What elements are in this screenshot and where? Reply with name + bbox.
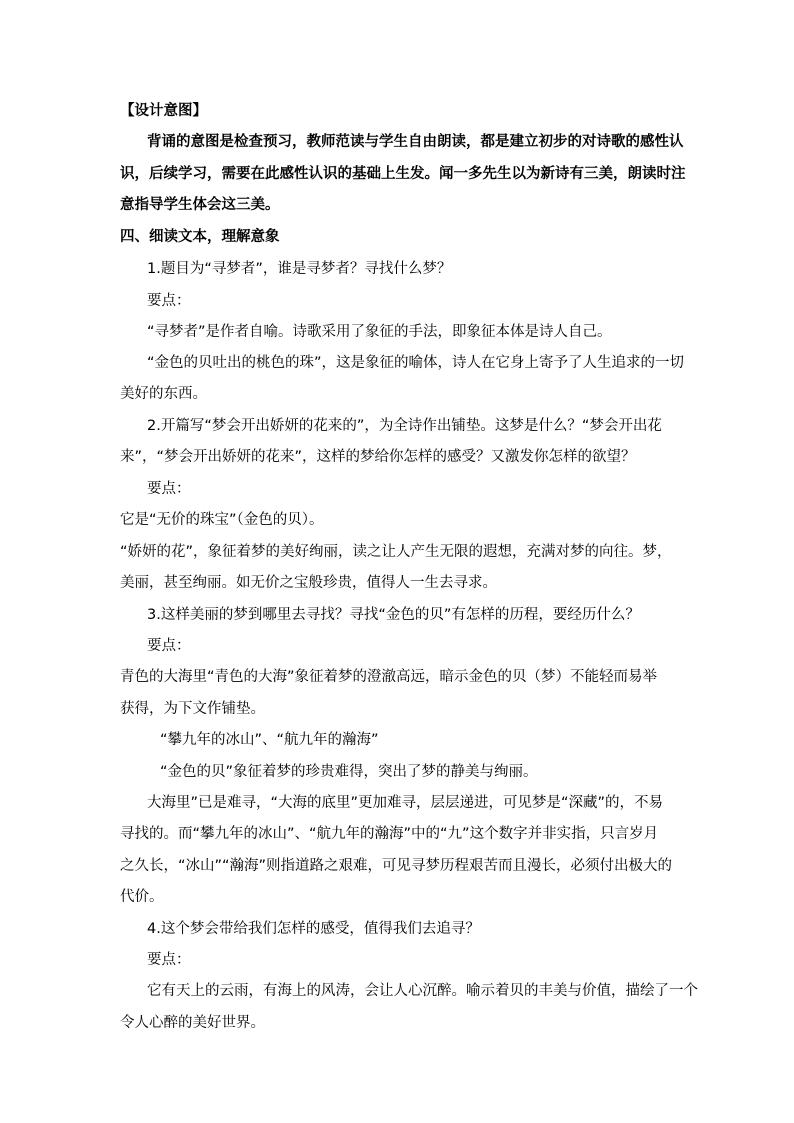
answer-line: “寻梦者”是作者自喻。诗歌采用了象征的手法，即象征本体是诗人自己。 xyxy=(147,324,612,340)
answer-line: 美丽，甚至绚丽。如无价之宝般珍贵，值得人一生去寻求。 xyxy=(120,575,497,591)
answer-line: 之久长，“冰山”“瀚海”则指道路之艰难，可见寻梦历程艰苦而且漫长，必须付出极大的 xyxy=(120,858,673,874)
answer-line: 它是“无价的珠宝”（金色的贝）。 xyxy=(120,512,324,528)
section-heading: 四、细读文本，理解意象 xyxy=(120,229,280,245)
answer-line: “金色的贝吐出的桃色的珠”，这是象征的喻体，诗人在它身上寄予了人生追求的一切 xyxy=(147,355,685,371)
key-points-label: 要点： xyxy=(147,293,191,309)
key-points-label: 要点： xyxy=(147,952,191,968)
answer-line: “娇妍的花”，象征着梦的美好绚丽，读之让人产生无限的遐想，充满对梦的向往。梦， xyxy=(120,544,672,560)
design-intent-heading: 【设计意图】 xyxy=(120,103,207,119)
answer-line: 寻找的。而“攀九年的冰山”、“航九年的瀚海”中的“九”这个数字并非实指，只言岁月 xyxy=(120,826,659,842)
design-intent-text-line: 识，后续学习，需要在此感性认识的基础上生发。闻一多先生以为新诗有三美，朗读时注 xyxy=(120,166,686,182)
answer-line: “金色的贝”象征着梦的珍贵难得，突出了梦的静美与绚丽。 xyxy=(160,764,538,780)
key-points-label: 要点： xyxy=(147,481,191,497)
question-2: 2.开篇写“梦会开出娇妍的花来的”，为全诗作出铺垫。这梦是什么？“梦会开出花 xyxy=(147,418,662,434)
design-intent-text-line: 背诵的意图是检查预习，教师范读与学生自由朗读，都是建立初步的对诗歌的感性认 xyxy=(147,134,684,150)
answer-line: 美好的东西。 xyxy=(120,386,207,402)
question-1: 1.题目为“寻梦者”，谁是寻梦者？寻找什么梦？ xyxy=(147,261,452,277)
question-4: 4.这个梦会带给我们怎样的感受，值得我们去追寻？ xyxy=(147,921,480,937)
answer-line: 它有天上的云雨，有海上的风涛，会让人心沉醉。喻示着贝的丰美与价值，描绘了一个 xyxy=(147,983,698,999)
answer-line: 令人心醉的美好世界。 xyxy=(120,1015,265,1031)
key-points-label: 要点： xyxy=(147,638,191,654)
answer-line: 青色的大海里“青色的大海”象征着梦的澄澈高远，暗示金色的贝（梦）不能轻而易举 xyxy=(120,669,658,685)
design-intent-text-line: 意指导学生体会这三美。 xyxy=(120,197,280,213)
question-2-continued: 来”，“梦会开出娇妍的花来”，这样的梦给你怎样的感受？又激发你怎样的欲望？ xyxy=(120,449,636,465)
answer-line: 代价。 xyxy=(120,889,164,905)
answer-line: “攀九年的冰山”、“航九年的瀚海” xyxy=(160,732,379,748)
question-3: 3.这样美丽的梦到哪里去寻找？寻找“金色的贝”有怎样的历程，要经历什么？ xyxy=(147,607,640,623)
answer-line: 获得，为下文作铺垫。 xyxy=(120,701,265,717)
answer-line: 大海里”已是难寻，“大海的底里”更加难寻，层层递进，可见梦是“深藏”的，不易 xyxy=(147,795,664,811)
